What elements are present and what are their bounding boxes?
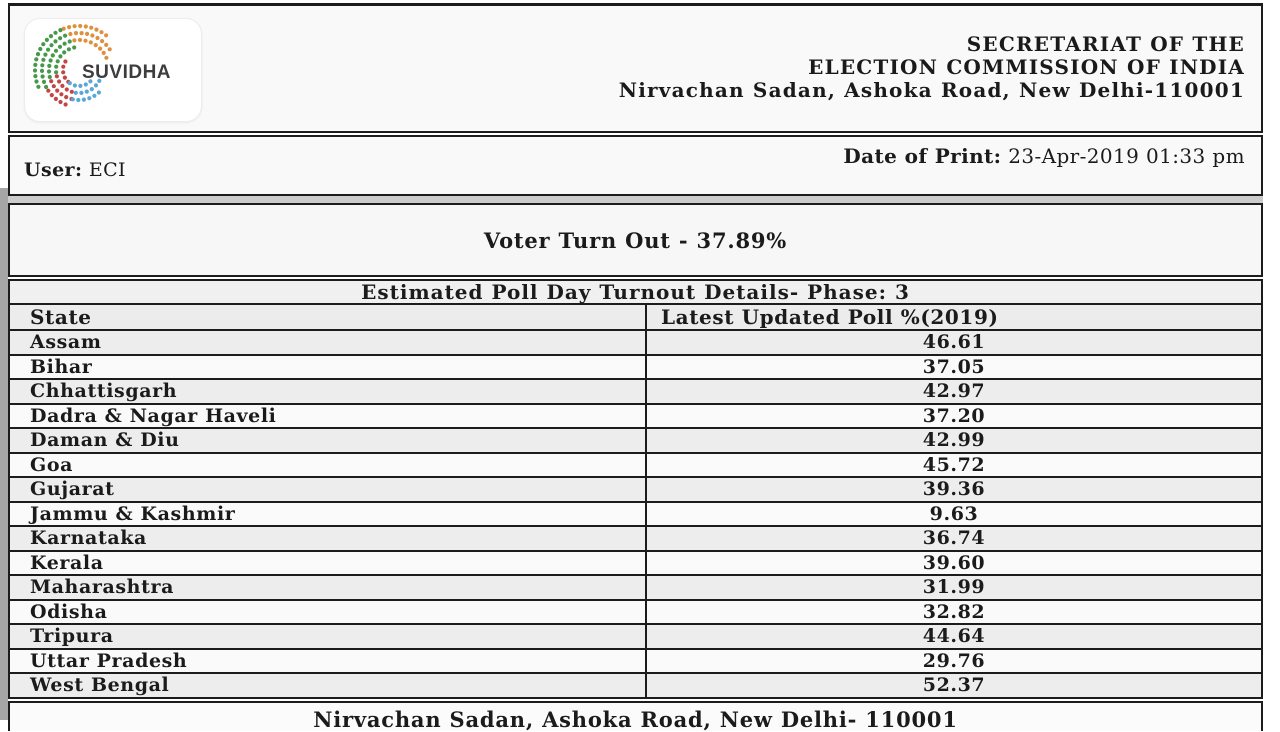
print-info-bar bbox=[8, 135, 1263, 196]
table-row bbox=[10, 453, 1261, 478]
table-row bbox=[10, 330, 1261, 355]
poll-percent-cell: 42.97 bbox=[646, 379, 1261, 404]
table-row bbox=[10, 551, 1261, 576]
table-row bbox=[10, 379, 1261, 404]
turnout-table-body bbox=[10, 330, 1261, 698]
poll-percent-cell: 32.82 bbox=[646, 600, 1261, 625]
table-row bbox=[10, 477, 1261, 502]
table-row bbox=[10, 575, 1261, 600]
column-header-state: State bbox=[10, 305, 646, 330]
report-body bbox=[8, 3, 1263, 731]
table-row bbox=[10, 673, 1261, 698]
state-name-cell: Gujarat bbox=[10, 477, 646, 502]
date-of-print-line bbox=[843, 144, 1245, 168]
state-name-cell: Maharashtra bbox=[10, 575, 646, 600]
poll-percent-cell: 39.60 bbox=[646, 551, 1261, 576]
state-name-cell: Tripura bbox=[10, 624, 646, 649]
state-name-cell: Jammu & Kashmir bbox=[10, 502, 646, 527]
table-row bbox=[10, 355, 1261, 380]
state-name-cell: Karnataka bbox=[10, 526, 646, 551]
state-name-cell: Bihar bbox=[10, 355, 646, 380]
date-of-print-label: Date of Print: bbox=[843, 144, 1002, 168]
poll-percent-cell: 52.37 bbox=[646, 673, 1261, 698]
state-name-cell: Dadra & Nagar Haveli bbox=[10, 404, 646, 429]
state-name-cell: West Bengal bbox=[10, 673, 646, 698]
user-value: ECI bbox=[88, 159, 126, 181]
state-name-cell: Daman & Diu bbox=[10, 428, 646, 453]
org-header-line2: ELECTION COMMISSION OF INDIA bbox=[808, 55, 1245, 79]
poll-percent-cell: 42.99 bbox=[646, 428, 1261, 453]
poll-percent-cell: 37.20 bbox=[646, 404, 1261, 429]
poll-percent-cell: 44.64 bbox=[646, 624, 1261, 649]
turnout-table-container bbox=[8, 305, 1263, 699]
footer-address: Nirvachan Sadan, Ashoka Road, New Delhi- 110001 bbox=[313, 706, 958, 732]
suvidha-logo-text: SUVIDHA bbox=[82, 62, 172, 83]
report-footer bbox=[8, 701, 1263, 731]
page-left-edge bbox=[0, 188, 8, 720]
state-name-cell: Chhattisgarh bbox=[10, 379, 646, 404]
org-header bbox=[619, 33, 1245, 102]
state-name-cell: Odisha bbox=[10, 600, 646, 625]
state-name-cell: Kerala bbox=[10, 551, 646, 576]
table-row bbox=[10, 502, 1261, 527]
poll-percent-cell: 39.36 bbox=[646, 477, 1261, 502]
org-header-line1: SECRETARIAT OF THE bbox=[966, 32, 1245, 56]
table-header-row bbox=[10, 305, 1261, 330]
state-name-cell: Uttar Pradesh bbox=[10, 649, 646, 674]
turnout-table bbox=[10, 305, 1261, 699]
voter-turnout-title: Voter Turn Out - 37.89% bbox=[483, 227, 788, 253]
poll-percent-cell: 37.05 bbox=[646, 355, 1261, 380]
table-title: Estimated Poll Day Turnout Details- Phase: 3 bbox=[361, 280, 910, 304]
table-title-bar bbox=[8, 279, 1263, 305]
state-name-cell: Assam bbox=[10, 330, 646, 355]
date-of-print-value: 23-Apr-2019 01:33 pm bbox=[1008, 144, 1245, 168]
column-header-poll-percent: Latest Updated Poll %(2019) bbox=[646, 305, 1261, 330]
suvidha-logo bbox=[24, 18, 202, 122]
section-divider bbox=[8, 196, 1263, 203]
poll-percent-cell: 9.63 bbox=[646, 502, 1261, 527]
org-header-line3: Nirvachan Sadan, Ashoka Road, New Delhi-110001 bbox=[618, 78, 1245, 102]
table-row bbox=[10, 526, 1261, 551]
table-row bbox=[10, 649, 1261, 674]
poll-percent-cell: 36.74 bbox=[646, 526, 1261, 551]
user-label: User: bbox=[24, 159, 83, 181]
poll-percent-cell: 46.61 bbox=[646, 330, 1261, 355]
state-name-cell: Goa bbox=[10, 453, 646, 478]
table-row bbox=[10, 600, 1261, 625]
user-line bbox=[24, 159, 126, 181]
table-row bbox=[10, 624, 1261, 649]
poll-percent-cell: 31.99 bbox=[646, 575, 1261, 600]
table-row bbox=[10, 404, 1261, 429]
table-row bbox=[10, 428, 1261, 453]
poll-percent-cell: 45.72 bbox=[646, 453, 1261, 478]
poll-percent-cell: 29.76 bbox=[646, 649, 1261, 674]
voter-turnout-banner bbox=[8, 203, 1263, 277]
report-header bbox=[8, 3, 1263, 133]
